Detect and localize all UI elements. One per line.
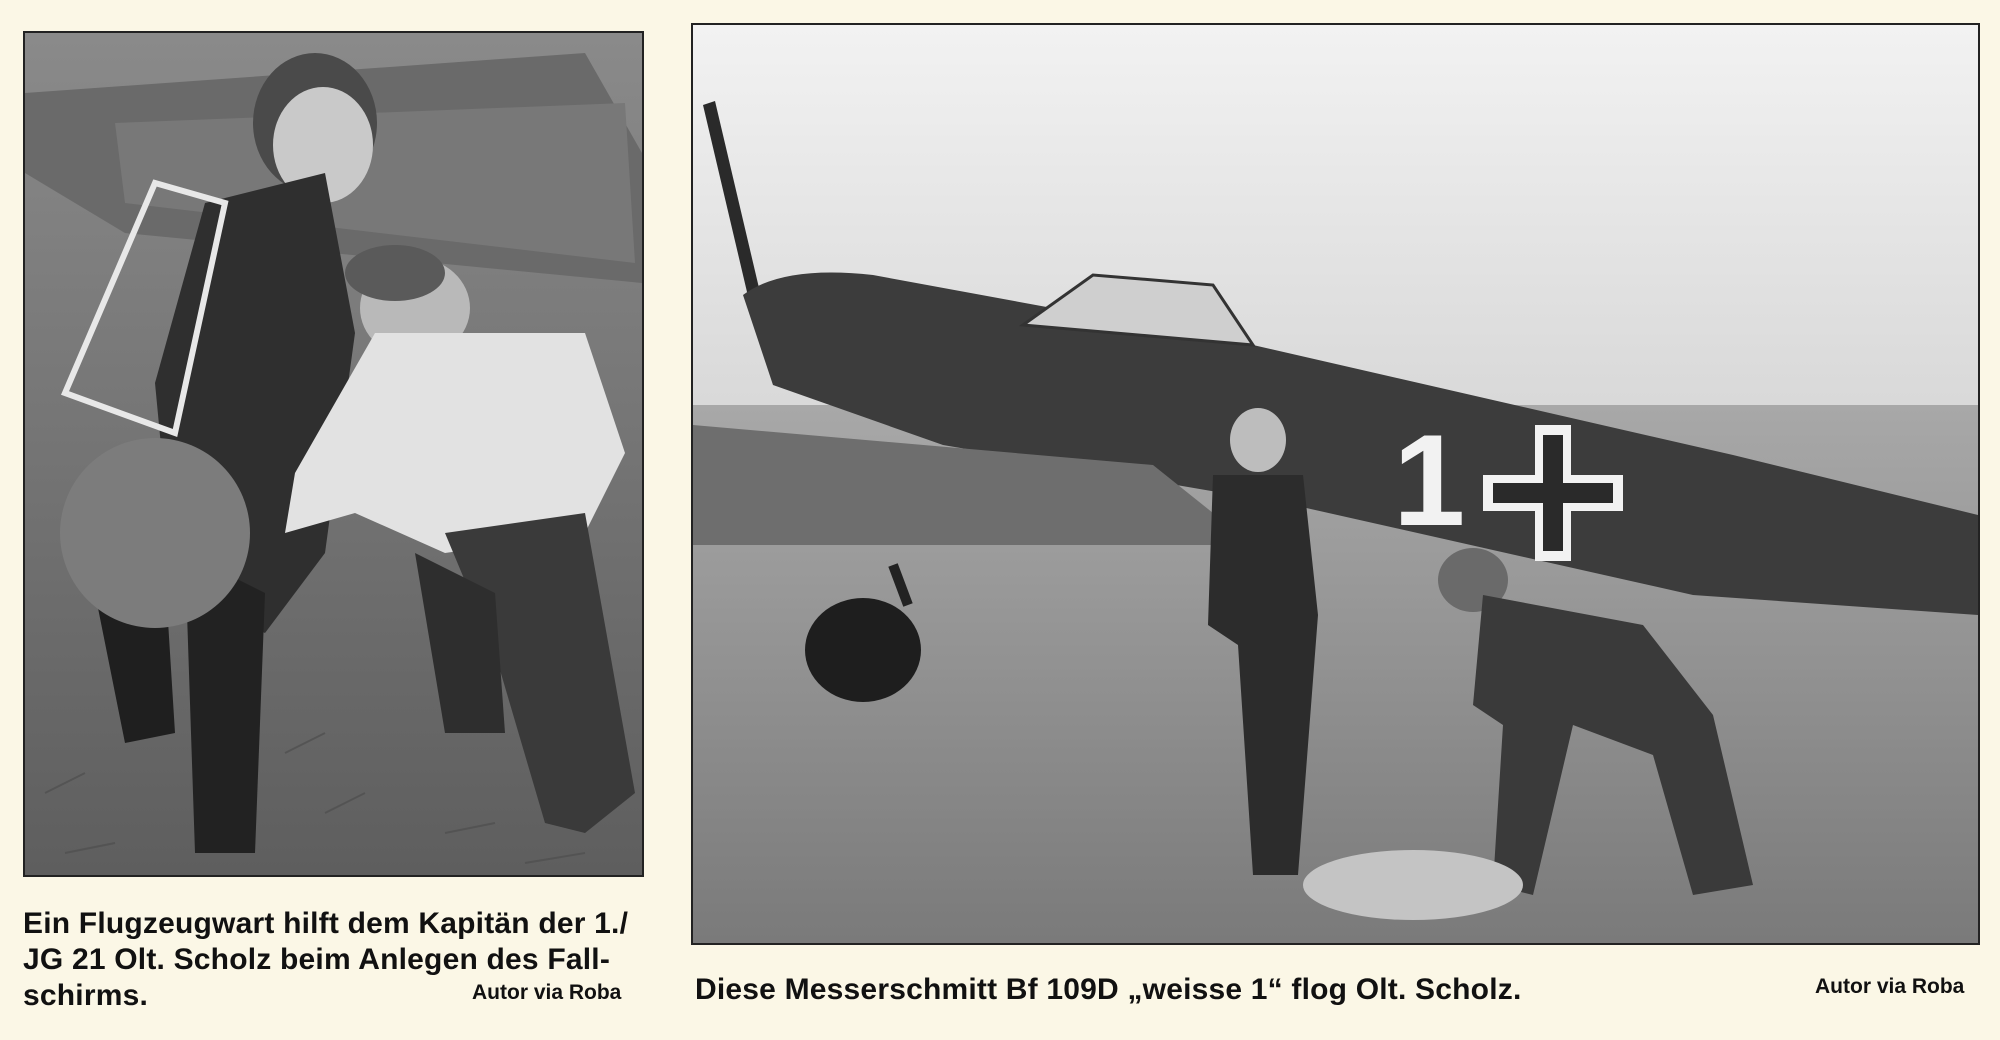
- photo-messerschmitt-aircraft-image: [693, 25, 1978, 943]
- photo-messerschmitt-aircraft: [691, 23, 1980, 945]
- photo-pilot-parachute: [23, 31, 644, 877]
- aircraft-number-marking: 1: [1393, 407, 1466, 553]
- caption-left-line-1: Ein Flugzeugwart hilft dem Kapitän der 1./: [23, 907, 629, 940]
- caption-right: Diese Messerschmitt Bf 109D „weisse 1“ flog Olt. Scholz.: [695, 973, 1522, 1006]
- caption-left-line-2: JG 21 Olt. Scholz beim Anlegen des Fall-: [23, 943, 611, 976]
- photo-pilot-parachute-image: [25, 33, 642, 875]
- photo-credit-left: Autor via Roba: [472, 981, 622, 1004]
- photo-credit-right: Autor via Roba: [1815, 975, 1965, 998]
- caption-left-line-3: schirms.: [23, 979, 148, 1012]
